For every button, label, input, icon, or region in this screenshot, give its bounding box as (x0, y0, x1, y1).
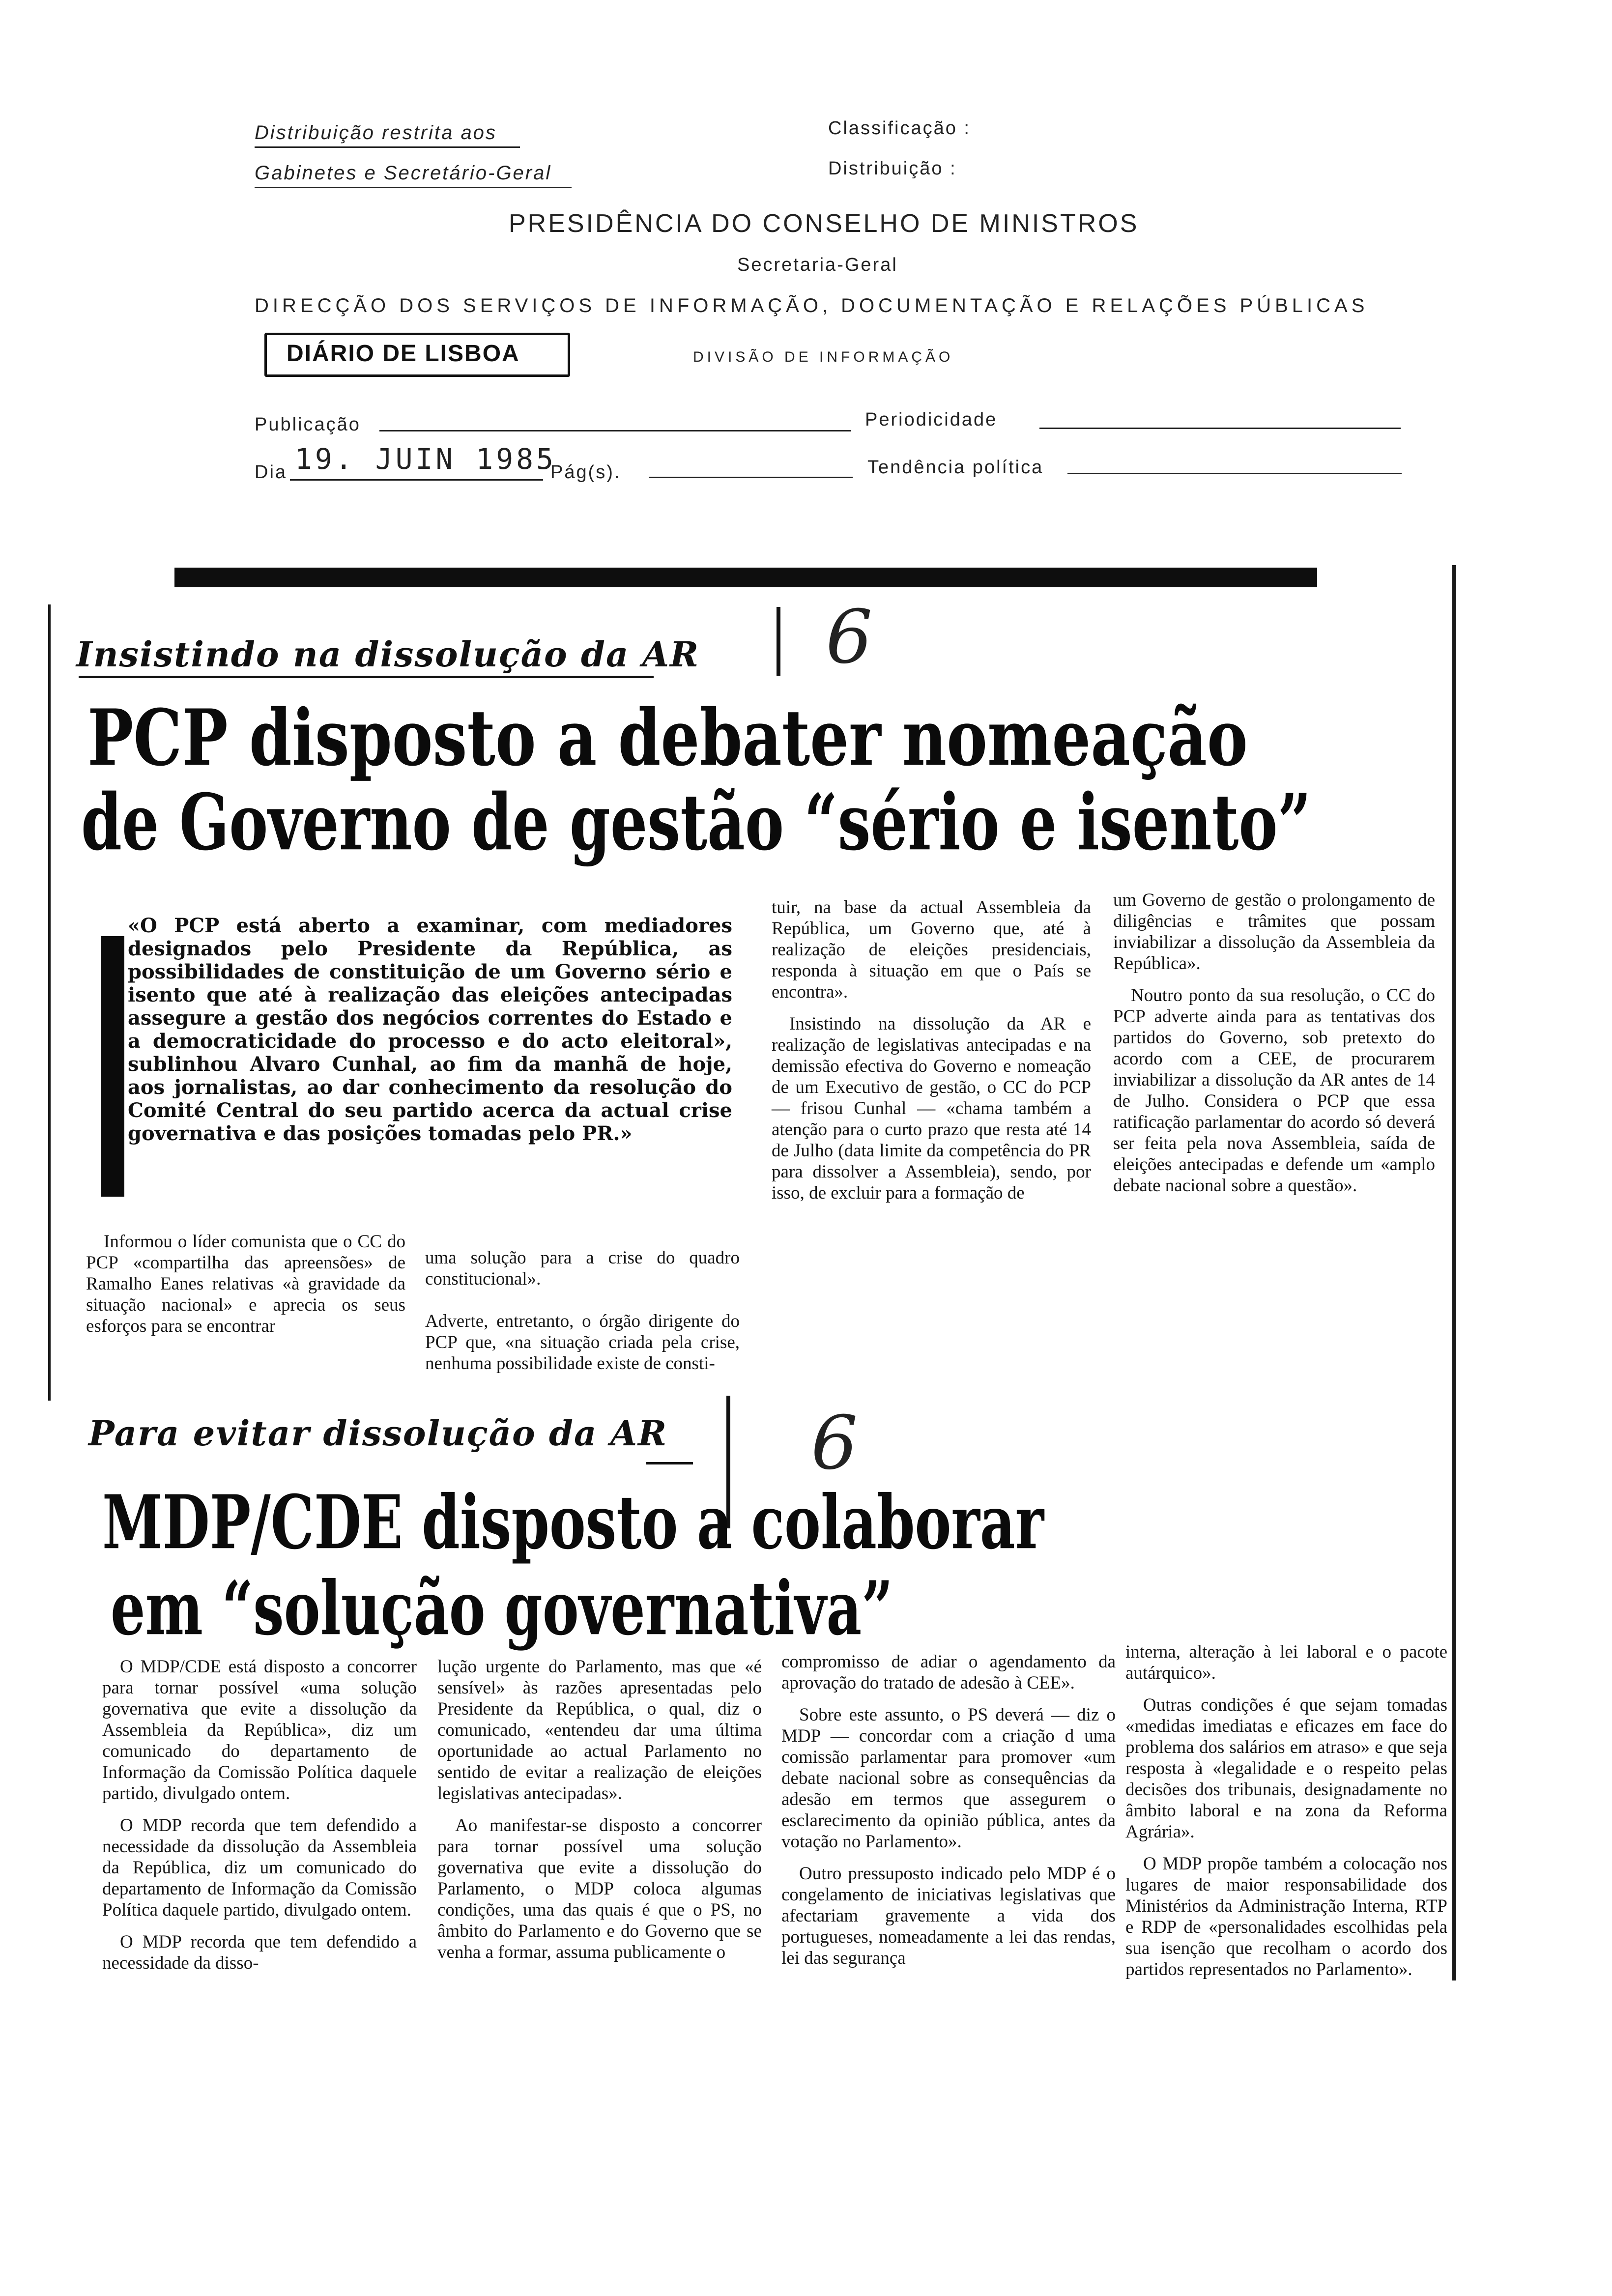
dia-field-line (290, 479, 543, 481)
publication-stamp (264, 333, 570, 377)
article2-col4-p2: Outras condições é que sejam tomadas «medidas imediatas e eficazes em face do problema dos salários em atraso» e que seja resposta à «legalidade e o respeito pelas decisões dos tribunais, designadamente no âmbito laboral e na zona da Reforma Agrária». (1125, 1695, 1447, 1842)
article1-kicker-rule (79, 676, 654, 678)
article2-col1-p1: O MDP/CDE está disposto a concorrer para tornar possível «uma solução governativa que evite a dissolução da Assembleia da República», diz um comunicado do departamento de Informação da Comissão Política daquele partido, divulgado ontem. (102, 1657, 417, 1804)
publicacao-field-line (379, 430, 851, 431)
periodicidade-label: Periodicidade (865, 409, 998, 430)
periodicidade-field-line (1039, 428, 1401, 429)
article2-col1-p2: O MDP recorda que tem defendido a necessidade da dissolução da Assembleia da República, diz um comunicado do departamento de Informação da Comissão Política daquele partido, divulgado ontem. (102, 1815, 417, 1920)
article2-col2-p2: Ao manifestar-se disposto a concorrer para tornar possível uma solução governativa que evite a dissolução do Parlamento, o MDP coloca algumas condições, uma das quais é que o PS, no âmbito do Parlamento e do Governo que se venha a formar, assuma publicamente o (437, 1815, 762, 1962)
distribution-note-line2: Gabinetes e Secretário-Geral (255, 162, 552, 184)
article2-col3-p2: Sobre este assunto, o PS deverá — diz o MDP — concordar com a criação d uma comissão parlamentar para promover «um debate nacional sobre as consequências da adesão em termos que assegurem o esclarecimento da opinião pública, antes da votação no Parlamento». (781, 1705, 1116, 1852)
article1-col1-text: Informou o líder comunista que o CC do PCP «compartilha das apreensões» de Ramalho Eanes relativas «à gravidade da situação nacional» e aprecia os seus esforços para se encontrar (86, 1232, 405, 1336)
article1-column4 (1113, 890, 1435, 1207)
form-header (0, 0, 1612, 531)
publicacao-label: Publicação (255, 414, 361, 435)
article1-column3 (772, 897, 1091, 1214)
article2-col3-p3: Outro pressuposto indicado pelo MDP é o congelamento de iniciativas legislativas que afectariam gravemente a vida dos portugueses, nomeadamente a lei das rendas, lei das segurança (781, 1864, 1116, 1968)
article2-col3-p1: compromisso de adiar o agendamento da aprovação do tratado de adesão à CEE». (781, 1652, 1116, 1693)
tendencia-label: Tendência política (867, 457, 1044, 478)
dia-label: Dia (255, 462, 288, 483)
divisao-informacao: DIVISÃO DE INFORMAÇÃO (693, 349, 954, 365)
secretaria-geral: Secretaria-Geral (737, 255, 898, 275)
article2-headline-line2: em “solução governativa” (111, 1565, 893, 1652)
article1-headline-line1: PCP disposto a debater nomeação (87, 692, 1248, 783)
article1-column1 (86, 1231, 405, 1348)
org-title: PRESIDÊNCIA DO CONSELHO DE MINISTROS (509, 209, 1139, 238)
article2-col4-p1: interna, alteração à lei laboral e o pacote autárquico». (1125, 1642, 1447, 1683)
distribuicao-label: Distribuição : (828, 158, 957, 179)
article2-handwritten-mark: 6 (811, 1401, 858, 1486)
article1-col4-p1: um Governo de gestão o prolongamento de diligências e trâmites que possam inviabilizar a dissolução da Assembleia da República». (1113, 890, 1435, 974)
pags-label: Pág(s). (550, 462, 621, 483)
classificacao-label: Classificação : (828, 118, 971, 139)
tendencia-field-line (1067, 473, 1402, 474)
rule-left (48, 604, 51, 1401)
article2-column2 (437, 1656, 762, 1974)
publication-stamp-text: DIÁRIO DE LISBOA (287, 341, 520, 367)
date-stamp: 19. JUIN 1985 (295, 442, 556, 476)
article1-col4-p2: Noutro ponto da sua resolução, o CC do PCP adverte ainda para as tentativas dos partidos do Governo, sob pretexto do acordo com a CEE, de procurarem inviabilizar a dissolução da AR antes de 14 de Julho. Considera o PCP que essa ratificação parlamentar do acordo só deverá ser feita pela nova Assembleia, saída de eleições antecipadas e defende um «amplo debate nacional sobre a questão». (1113, 985, 1435, 1196)
rule-right (1452, 565, 1456, 1980)
article2-column3 (781, 1651, 1116, 1980)
article1-lead: «O PCP está aberto a examinar, com mediadores designados pelo Presidente da República, as possibilidades de constituição de um Governo sério e isento que até à realização das eleições antecipadas assegure a gestão dos negócios correntes do Estado e a democraticidade do processo e do acto eleitoral», sublinhou Alvaro Cunhal, ao fim da manhã de hoje, aos jornalistas, ao dar conhecimento da resolução do Comité Central do seu partido acerca da actual crise governativa e das posições tomadas pelo PR.» (128, 914, 732, 1145)
article1-kicker: Insistindo na dissolução da AR (76, 634, 700, 675)
article2-col2-p1: lução urgente do Parlamento, mas que «é sensível» às razões apresentadas pelo Presidente da República, o qual, diz o comunicado, «entendeu dar uma última oportunidade ao actual Parlamento no sentido de evitar a realização de eleições legislativas antecipadas». (437, 1657, 762, 1804)
article2-headline-line1: MDP/CDE disposto a colaborar (102, 1479, 1044, 1566)
article1-hand-stroke (777, 607, 780, 676)
distribution-note-underline-2 (255, 187, 572, 188)
distribution-note-line1: Distribuição restrita aos (255, 122, 497, 144)
article1-lead-bar (101, 936, 124, 1197)
article1-column2 (425, 1226, 740, 1406)
article2-column1 (102, 1656, 417, 1984)
article2-kicker: Para evitar dissolução da AR (88, 1413, 668, 1454)
rule-top (174, 568, 1317, 587)
article1-col3-p1: tuir, na base da actual Assembleia da República, um Governo que, até à realização de eleições presidenciais, responda à situação em que o País se encontra». (772, 897, 1091, 1002)
article1-col2-text: uma solução para a crise do quadro constitucional». Adverte, entretanto, o órgão dirigente do PCP que, «na situação criada pela crise, nenhuma possibilidade existe de consti- (425, 1248, 740, 1374)
direccao-servicos: DIRECÇÃO DOS SERVIÇOS DE INFORMAÇÃO, DOCUMENTAÇÃO E RELAÇÕES PÚBLICAS (255, 295, 1369, 316)
distribution-note-underline (255, 146, 520, 148)
article2-col1-p3: O MDP recorda que tem defendido a necessidade da disso- (102, 1932, 417, 1973)
article2-col4-p3: O MDP propõe também a colocação nos lugares de maior responsabilidade dos Ministérios da Administração Interna, RTP e RDP de «personalidades escolhidas pela sua isenção que recolham o acordo dos partidos representados no Parlamento». (1125, 1854, 1447, 1980)
article1-headline-line2: de Governo de gestão “sério e isento” (81, 776, 1311, 868)
pags-field-line (649, 477, 853, 478)
article1-col3-p2: Insistindo na dissolução da AR e realização de legislativas antecipadas e na demissão efectiva do Governo e nomeação de um Executivo de gestão, o CC do PCP — frisou Cunhal — «chama também a atenção para o curto prazo que resta até 14 de Julho (data limite da competência do PR para dissolver a Assembleia), sendo, por isso, de excluir para a formação de (772, 1014, 1091, 1203)
article1-handwritten-mark: 6 (826, 595, 873, 680)
article2-column4 (1125, 1641, 1447, 1991)
article2-kicker-rule (646, 1462, 693, 1464)
